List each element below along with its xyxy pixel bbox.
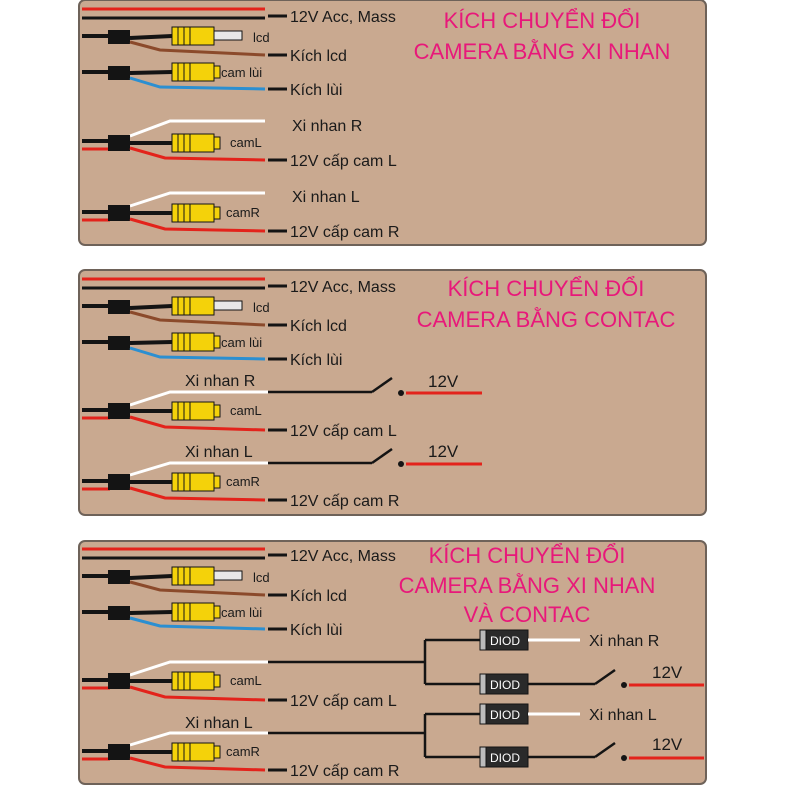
lcd-plug-label: lcd bbox=[253, 570, 270, 585]
cable-sleeve bbox=[108, 336, 130, 350]
kich-lcd-label: Kích lcd bbox=[290, 48, 347, 65]
switch-contact bbox=[398, 390, 404, 396]
panel-xi-nhan bbox=[79, 0, 706, 245]
acc-mass-label: 12V Acc, Mass bbox=[290, 9, 396, 26]
kich-lui-label: Kích lùi bbox=[290, 622, 343, 639]
xi-nhan-r-label: Xi nhan R bbox=[292, 118, 363, 135]
12v-label: 12V bbox=[428, 442, 459, 461]
switch-contact bbox=[621, 755, 627, 761]
panel-xi-nhan-va-contac bbox=[79, 541, 706, 784]
12v-label: 12V bbox=[428, 372, 459, 391]
rca-pin bbox=[214, 31, 242, 40]
cam-lui-plug-label: cam lùi bbox=[221, 335, 263, 350]
caml-plug-label: camL bbox=[230, 135, 262, 150]
diode-label: DIOD bbox=[490, 751, 520, 765]
cam-lui-plug-label: cam lùi bbox=[221, 65, 263, 80]
cap-cam-r-label: 12V cấp cam R bbox=[290, 763, 400, 780]
cap-cam-l-label: 12V cấp cam L bbox=[290, 693, 397, 710]
kich-lcd-label: Kích lcd bbox=[290, 588, 347, 605]
cable-sleeve bbox=[108, 606, 130, 620]
xi-nhan-l-label: Xi nhan L bbox=[292, 189, 360, 206]
panel-title-line1: KÍCH CHUYỂN ĐỔI bbox=[428, 543, 626, 568]
cable-sleeve bbox=[108, 66, 130, 80]
xi-nhan-l-label: Xi nhan L bbox=[185, 444, 253, 461]
cap-cam-l-label: 12V cấp cam L bbox=[290, 423, 397, 440]
caml-plug-label: camL bbox=[230, 673, 262, 688]
cable-sleeve bbox=[108, 744, 130, 760]
cap-cam-r-label: 12V cấp cam R bbox=[290, 224, 400, 241]
panel-contac bbox=[79, 270, 706, 515]
caml-plug-label: camL bbox=[230, 403, 262, 418]
cam-lui-plug-label: cam lùi bbox=[221, 605, 263, 620]
camr-plug-label: camR bbox=[226, 744, 260, 759]
panel-title-line2: CAMERA BẰNG XI NHAN bbox=[413, 39, 671, 64]
acc-mass-label: 12V Acc, Mass bbox=[290, 548, 396, 565]
lcd-plug-label: lcd bbox=[253, 300, 270, 315]
cable-sleeve bbox=[108, 474, 130, 490]
12v-label: 12V bbox=[652, 735, 683, 754]
diode-label: DIOD bbox=[490, 634, 520, 648]
xi-nhan-r-label: Xi nhan R bbox=[185, 373, 256, 390]
lcd-plug-label: lcd bbox=[253, 30, 270, 45]
xi-nhan-l-right-label: Xi nhan L bbox=[589, 707, 657, 724]
12v-label: 12V bbox=[652, 663, 683, 682]
panel-title-line2: CAMERA BẰNG CONTAC bbox=[416, 307, 676, 332]
switch-contact bbox=[398, 461, 404, 467]
diode-label: DIOD bbox=[490, 708, 520, 722]
cable-sleeve bbox=[108, 403, 130, 419]
xi-nhan-r-label: Xi nhan R bbox=[589, 633, 660, 650]
cable-sleeve bbox=[108, 673, 130, 689]
kich-lcd-label: Kích lcd bbox=[290, 318, 347, 335]
acc-mass-label: 12V Acc, Mass bbox=[290, 279, 396, 296]
cap-cam-r-label: 12V cấp cam R bbox=[290, 493, 400, 510]
cable-sleeve bbox=[108, 300, 130, 314]
cap-cam-l-label: 12V cấp cam L bbox=[290, 153, 397, 170]
switch-contact bbox=[621, 682, 627, 688]
wire-black bbox=[130, 36, 172, 38]
cable-sleeve bbox=[108, 135, 130, 151]
xi-nhan-l-label: Xi nhan L bbox=[185, 715, 253, 732]
panel-title-line1: KÍCH CHUYỂN ĐỔI bbox=[443, 8, 641, 33]
kich-lui-label: Kích lùi bbox=[290, 82, 343, 99]
cable-sleeve bbox=[108, 30, 130, 44]
kich-lui-label: Kích lùi bbox=[290, 352, 343, 369]
panel-title-line1: KÍCH CHUYỂN ĐỔI bbox=[447, 276, 645, 301]
camr-plug-label: camR bbox=[226, 205, 260, 220]
camr-plug-label: camR bbox=[226, 474, 260, 489]
diode-label: DIOD bbox=[490, 678, 520, 692]
panel-title-line2: CAMERA BẰNG XI NHAN bbox=[398, 573, 656, 598]
cable-sleeve bbox=[108, 205, 130, 221]
panel-title-line3: VÀ CONTAC bbox=[463, 602, 591, 627]
cable-sleeve bbox=[108, 570, 130, 584]
